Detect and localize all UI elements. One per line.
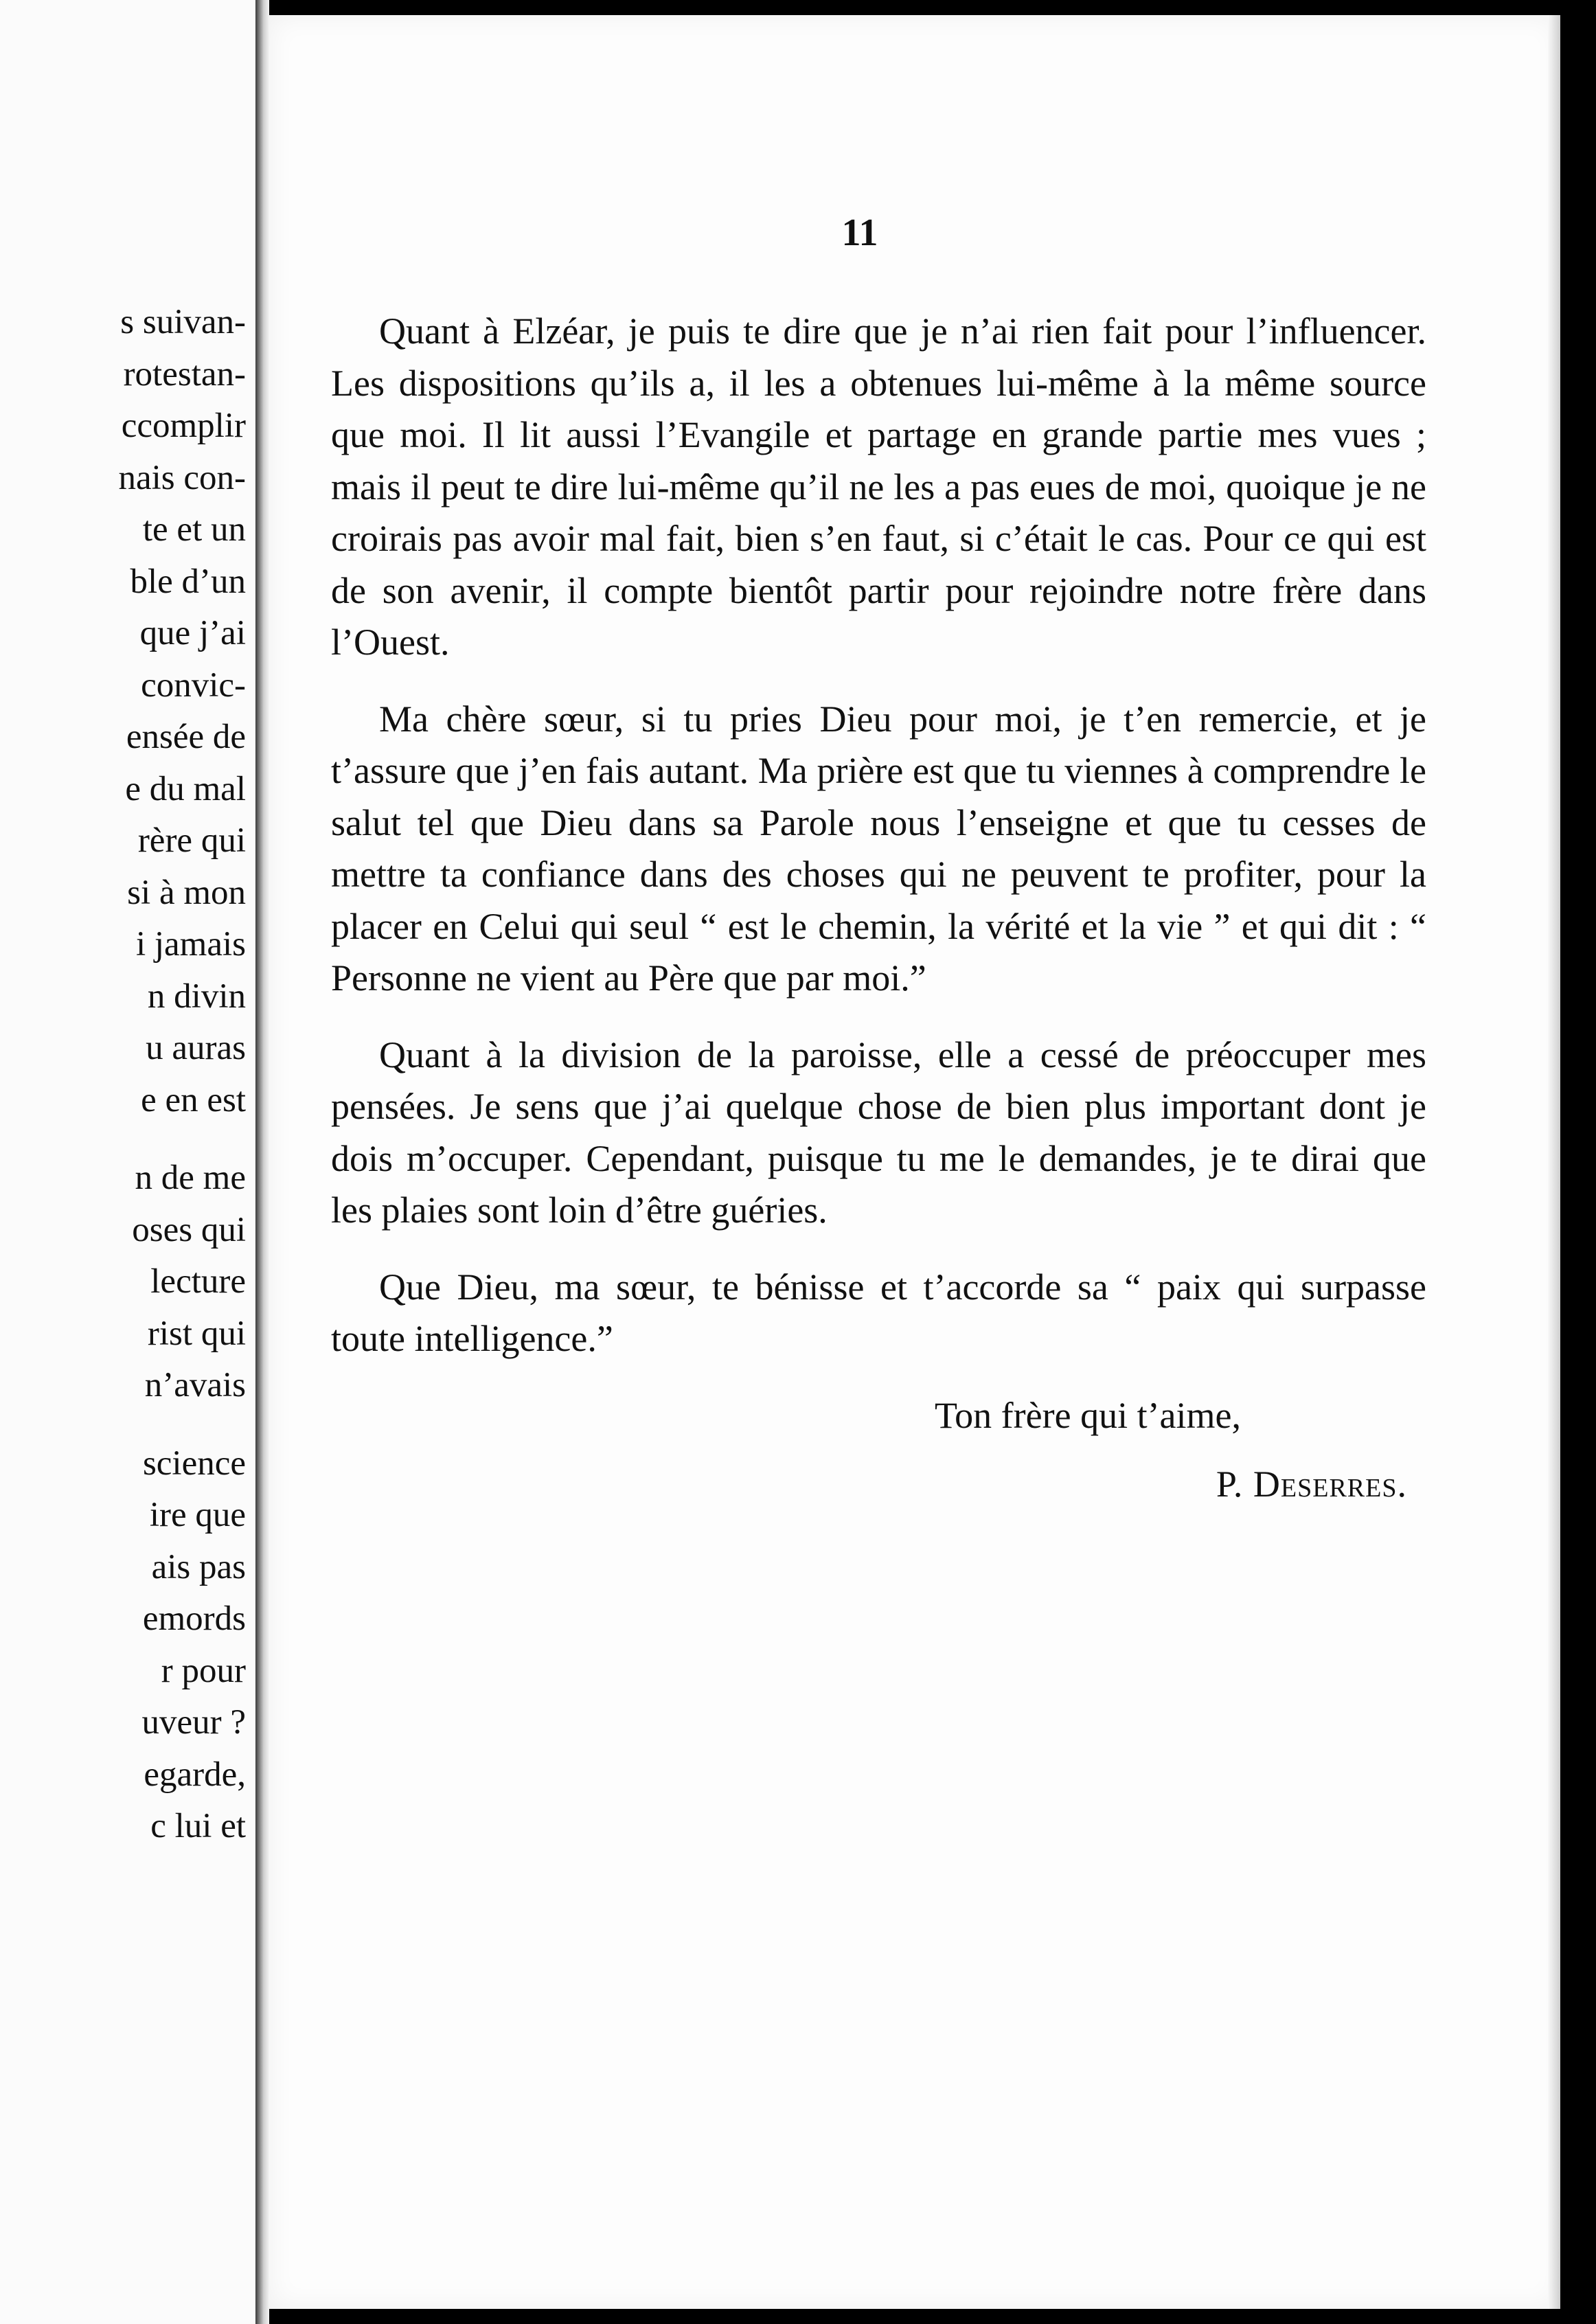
left-page-text xyxy=(0,297,246,1853)
left-line: ensée de xyxy=(126,718,246,756)
left-line: emords xyxy=(142,1599,246,1638)
left-paragraph-gap xyxy=(0,1126,246,1152)
left-line: n de me xyxy=(135,1159,246,1197)
left-line: convic- xyxy=(141,665,246,705)
left-line: r pour xyxy=(161,1651,246,1690)
left-line: ble d’un xyxy=(130,562,246,601)
paragraph: Que Dieu, ma sœur, te bénisse et t’accorde sa “ paix qui surpasse toute intelligence.” xyxy=(331,1266,1426,1359)
right-page xyxy=(269,15,1560,2309)
left-line: uveur ? xyxy=(141,1703,246,1742)
left-line: ais pas xyxy=(151,1547,246,1586)
page-edge-shadow xyxy=(1548,15,1560,2309)
left-line: e du mal xyxy=(125,769,246,808)
left-line: s suivan- xyxy=(120,303,246,341)
paragraph: Quant à Elzéar, je puis te dire que je n’ai rien fait pour l’influencer. Les dispositions qu’ils a, il les a obtenues lui-même à la même source que moi. Il lit aussi l’Evangile et partage en grande partie mes vues ; mais il peut te dire lui-même qu’il ne les a pas eues de moi, quoique je ne croirais pas avoir mal fait, bien s’en faut, si c’était le cas. Pour ce qui est de son avenir, il compte bientôt partir pour rejoindre notre frère dans l’Ouest. xyxy=(331,310,1426,663)
left-line: n divin xyxy=(147,977,246,1016)
book-gutter xyxy=(255,0,269,2324)
left-paragraph-gap xyxy=(0,1412,246,1438)
left-line: que j’ai xyxy=(139,614,246,652)
left-line: n’avais xyxy=(144,1366,246,1404)
left-page-fragment xyxy=(0,0,255,2324)
left-line: si à mon xyxy=(127,873,246,912)
left-line: lecture xyxy=(150,1262,246,1301)
left-line: rotestan- xyxy=(123,354,246,394)
left-line: i jamais xyxy=(135,925,246,964)
left-line: e en est xyxy=(141,1080,246,1119)
left-line: c lui et xyxy=(150,1807,246,1845)
letter-body xyxy=(331,306,1426,1511)
left-line: u auras xyxy=(146,1029,246,1067)
left-line: te et un xyxy=(142,510,246,549)
left-line: nais con- xyxy=(118,458,246,497)
paragraph: Quant à la division de la paroisse, elle a cessé de préoccuper mes pensées. Je sens que j’ai quelque chose de bien plus important dont je dois m’occuper. Cependant, puisque tu me le demandes, je te dirai que les plaies sont loin d’être guéries. xyxy=(331,1034,1426,1231)
left-line: egarde, xyxy=(144,1755,246,1794)
letter-closing: Ton frère qui t’aime, xyxy=(934,1394,1241,1436)
letter-signature: P. Deserres. xyxy=(1216,1463,1407,1505)
paragraph: Ma chère sœur, si tu pries Dieu pour moi, je t’en remercie, et je t’assure que j’en fais autant. Ma prière est que tu viennes à comprendre le salut tel que Dieu dans sa Parole nous l’enseigne et que tu cesses de mettre ta confiance dans des choses qui ne peuvent te profiter, pour la placer en Celui qui seul “ est le chemin, la vérité et la vie ” et qui dit : “ Personne ne vient au Père que par moi.” xyxy=(331,698,1426,999)
left-line: rist qui xyxy=(147,1314,246,1353)
left-line: science xyxy=(142,1444,246,1483)
left-line: ccomplir xyxy=(121,407,246,445)
left-line: rère qui xyxy=(137,821,246,860)
left-line: ire que xyxy=(149,1496,246,1534)
left-line: oses qui xyxy=(132,1210,246,1249)
page-number: 11 xyxy=(841,212,878,254)
